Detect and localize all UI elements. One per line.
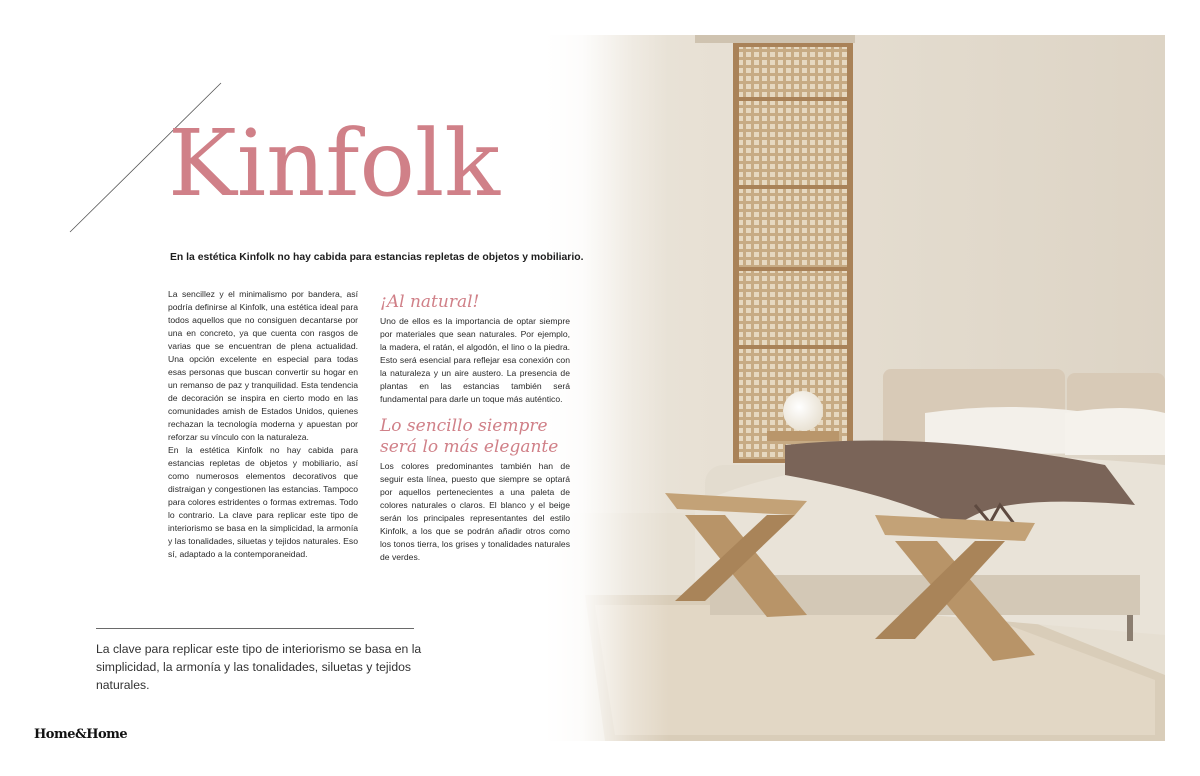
body-paragraph: En la estética Kinfolk no hay cabida para estancias repletas de objetos y mobiliario, así como numerosos elementos decorativos que distraigan y congestionen las estancias. Tampoco para colores estridentes o formas extremas. Todo lo contrario. La clave para replicar este tipo de interiorismo se basa en la simplicidad, la armonía y las tonalidades, siluetas y tejidos naturales. Eso sí, adaptado a la contemporaneidad. (168, 445, 358, 559)
subheading-al-natural: ¡Al natural! (380, 292, 480, 312)
body-paragraph: Uno de ellos es la importancia de optar siempre por materiales que sean naturales. Por ejemplo, la madera, el ratán, el algodón, el lino o la piedra. Esto será esencial para reflejar esa conexión con la naturaleza y un aire austero. La presencia de plantas en las estancias también será fundamental para darle un toque más auténtico. (380, 316, 570, 404)
pull-quote: La clave para replicar este tipo de interiorismo se basa en la simplicidad, la armonía y las tonalidades, siluetas y tejidos naturales. (96, 642, 422, 692)
article-title: Kinfolk (168, 110, 501, 217)
article-column-right (380, 292, 570, 564)
quote-divider (96, 628, 414, 629)
brand-logo: Home&Home (34, 727, 128, 742)
body-paragraph: Los colores predominantes también han de seguir esta línea, puesto que siempre se optará por aquellos pertenecientes a una paleta de colores naturales o claros. El blanco y el beige serán los principales representantes del estilo Kinfolk, a los que se podrán añadir otros como los tonos tierra, los grises y tonalidades naturales de verdes. (380, 461, 570, 562)
article-lead: En la estética Kinfolk no hay cabida para estancias repletas de objetos y mobiliario. (170, 252, 584, 263)
subheading-lo-sencillo: Lo sencillo siempre será lo más elegante (380, 416, 559, 457)
body-paragraph: La sencillez y el minimalismo por bandera, así podría definirse al Kinfolk, una estética ideal para todos aquellos que no consiguen decantarse por una en concreto, ya que cuenta con rasgos de varias que se encuentran de plena actualidad. Una opción excelente en especial para todas esas personas que buscan convertir su hogar en un remanso de paz y tranquilidad. Esta tendencia de decoración se inspira en cierto modo en las comunidades amish de Estados Unidos, quienes rechazan la tecnología moderna y apuestan por reforzar su vínculo con la naturaleza. (168, 289, 358, 442)
article-column-left (168, 288, 358, 561)
bedroom-photo (545, 35, 1165, 741)
